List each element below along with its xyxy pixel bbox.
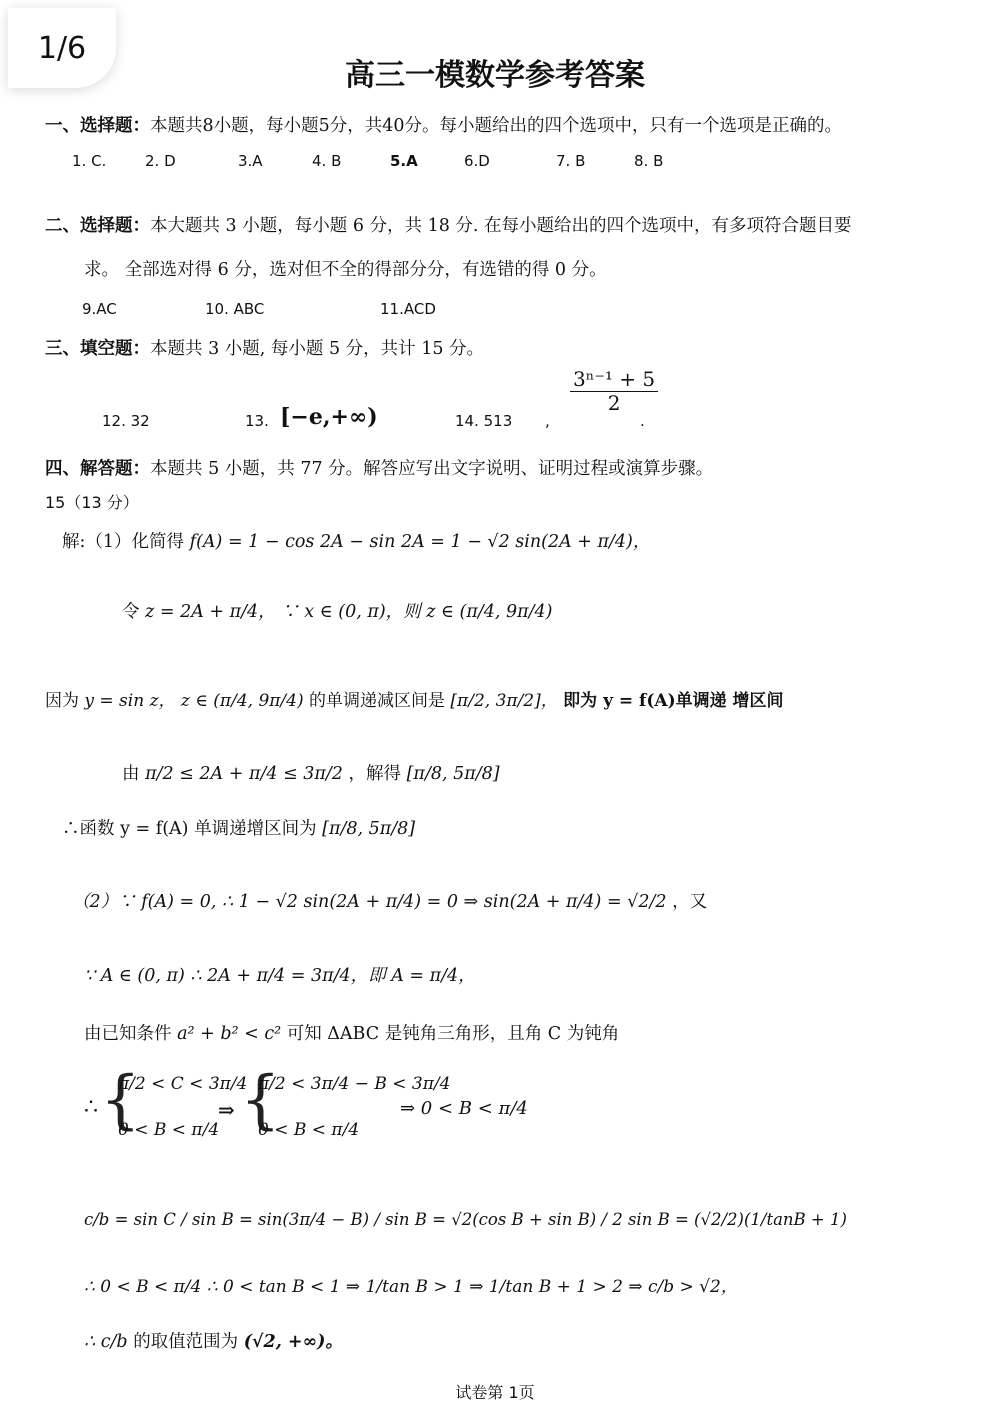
solution-line-5 — [62, 815, 415, 840]
answer-1: 1. C. — [72, 152, 107, 170]
answer-6: 6.D — [464, 152, 490, 170]
section-4-header — [45, 455, 713, 480]
solution-step-12-math: ∴ c/b — [84, 1332, 128, 1352]
solution-step-10-math: c/b = sin C / sin B = sin(3π/4 − B) / sin B = √2(cos B + sin B) / 2 sin B = (√2/2)(1/tanB + 1) — [84, 1210, 847, 1229]
section-2-header — [45, 212, 852, 237]
solution-step-11-math: ∴ 0 < B < π/4 ∴ 0 < tan B < 1 ⇒ 1/tan B > 1 ⇒ 1/tan B + 1 > 2 ⇒ c/b > √2， — [84, 1277, 738, 1297]
solution-step-7-math: ∵ A ∈ (0, π) ∴ 2A + π/4 = 3π/4，即 A = π/4， — [84, 966, 476, 986]
section-3-desc: 本题共 3 小题, 每小题 5 分，共计 15 分。 — [150, 339, 485, 359]
answer-4: 4. B — [312, 152, 342, 170]
answer-14-fraction — [570, 368, 658, 415]
solution-line-2 — [122, 598, 553, 623]
answer-2: 2. D — [145, 152, 176, 170]
section-2-desc-2: 求。 全部选对得 6 分，选对但不全的得部分分，有选错的得 0 分。 — [84, 260, 607, 280]
system-2-brace: { — [240, 1063, 281, 1137]
solution-step-3-text-2: 的单调递减区间是 — [309, 691, 446, 711]
system-result: ⇒ 0 < B < π/4 — [400, 1098, 528, 1119]
solution-step-2-math: z = 2A + π/4， ∵ x ∈ (0, π)，则 z ∈ (π/4, 9π/4) — [145, 602, 553, 622]
solution-line-3 — [45, 686, 784, 711]
solution-step-12-interval: (√2, +∞)。 — [243, 1332, 343, 1352]
solution-line-4 — [122, 760, 500, 785]
solution-line-8 — [84, 1020, 619, 1045]
solution-step-3-interval: [π/2, 3π/2]， — [450, 691, 558, 711]
answer-13-label: 13. — [245, 412, 269, 430]
answer-11: 11.ACD — [380, 300, 436, 318]
answer-14-denominator: 2 — [607, 391, 621, 415]
answer-12: 12. 32 — [102, 412, 150, 430]
system-2-row-2: 0 < B < π/4 — [258, 1120, 360, 1140]
page-title: 高三一模数学参考答案 — [345, 58, 645, 93]
solution-step-6-text: ，又 — [672, 892, 708, 912]
answer-9: 9.AC — [82, 300, 117, 318]
section-3-header — [45, 335, 484, 360]
system-1-row-1: π/2 < C < 3π/4 — [118, 1074, 248, 1094]
therefore-symbol: ∴ — [84, 1095, 98, 1120]
answer-3: 3.A — [238, 152, 263, 170]
solution-step-8-text-2: 可知 ΔABC 是钝角三角形，且角 C 为钝角 — [286, 1024, 620, 1044]
solution-step-6-math: （2）∵ f(A) = 0, ∴ 1 − √2 sin(2A + π/4) = 0 ⇒ sin(2A + π/4) = √2/2 — [72, 892, 667, 912]
section-2-heading: 二、选择题： — [45, 216, 150, 236]
question-15-label: 15（13 分） — [45, 493, 139, 512]
solution-step-3-text-3: 即为 y = f(A)单调递 增区间 — [563, 691, 784, 711]
answer-14-end: . — [640, 412, 645, 430]
solution-step-2-text: 令 — [122, 602, 140, 622]
solution-line-6 — [72, 888, 707, 913]
solution-step-8-math: a² + b² < c² — [177, 1024, 282, 1044]
section-4-desc: 本题共 5 小题，共 77 分。解答应写出文字说明、证明过程或演算步骤。 — [150, 459, 714, 479]
answer-14-numerator: 3ⁿ⁻¹ + 5 — [570, 368, 658, 392]
solution-line-7 — [84, 962, 476, 987]
solution-step-4-interval: [π/8, 5π/8] — [406, 764, 500, 784]
answer-8: 8. B — [634, 152, 664, 170]
answer-14-separator: , — [545, 412, 550, 430]
section-1-desc: 本题共8小题，每小题5分，共40分。每小题给出的四个选项中，只有一个选项是正确的。 — [150, 116, 843, 136]
answer-10: 10. ABC — [205, 300, 265, 318]
answer-7: 7. B — [556, 152, 586, 170]
section-1-header — [45, 112, 842, 137]
solution-line-12 — [84, 1328, 343, 1353]
answer-13-value: [−e,+∞) — [280, 404, 378, 430]
answer-14-label: 14. 513 — [455, 412, 513, 430]
solution-step-1-text: 解:（1）化简得 — [62, 532, 185, 552]
implies-arrow: ⇒ — [218, 1098, 235, 1122]
solution-step-4-text: 由 — [122, 764, 140, 784]
section-3-heading: 三、填空题： — [45, 339, 150, 359]
system-1-row-2: 0 < B < π/4 — [118, 1120, 220, 1140]
solution-line-10 — [84, 1210, 847, 1229]
section-4-heading: 四、解答题： — [45, 459, 150, 479]
solution-line-1 — [62, 528, 650, 553]
system-1-brace: { — [100, 1063, 141, 1137]
page-footer: 试卷第 1页 — [455, 1383, 535, 1402]
solution-step-12-text: 的取值范围为 — [133, 1332, 239, 1352]
system-2-row-1: π/2 < 3π/4 − B < 3π/4 — [258, 1074, 451, 1094]
solution-line-11 — [84, 1272, 738, 1297]
solution-step-1-math: f(A) = 1 − cos 2A − sin 2A = 1 − √2 sin(2A + π/4)， — [189, 532, 651, 552]
solution-step-5-interval: [π/8, 5π/8] — [322, 819, 416, 839]
solution-step-5-text: ∴函数 y = f(A) 单调递增区间为 — [62, 819, 317, 839]
section-2-desc-1: 本大题共 3 小题，每小题 6 分，共 18 分. 在每小题给出的四个选项中，有多项符合题目要 — [150, 216, 852, 236]
solution-step-8-text-1: 由已知条件 — [84, 1024, 172, 1044]
answer-5: 5.A — [390, 152, 418, 170]
solution-step-3-math: y = sin z， z ∈ (π/4, 9π/4) — [84, 691, 304, 711]
section-1-heading: 一、选择题： — [45, 116, 150, 136]
solution-step-3-text-1: 因为 — [45, 691, 79, 711]
page-indicator: 1/6 — [8, 8, 116, 88]
solution-step-4-text-2: ，解得 — [348, 764, 402, 784]
solution-step-4-math: π/2 ≤ 2A + π/4 ≤ 3π/2 — [145, 764, 343, 784]
